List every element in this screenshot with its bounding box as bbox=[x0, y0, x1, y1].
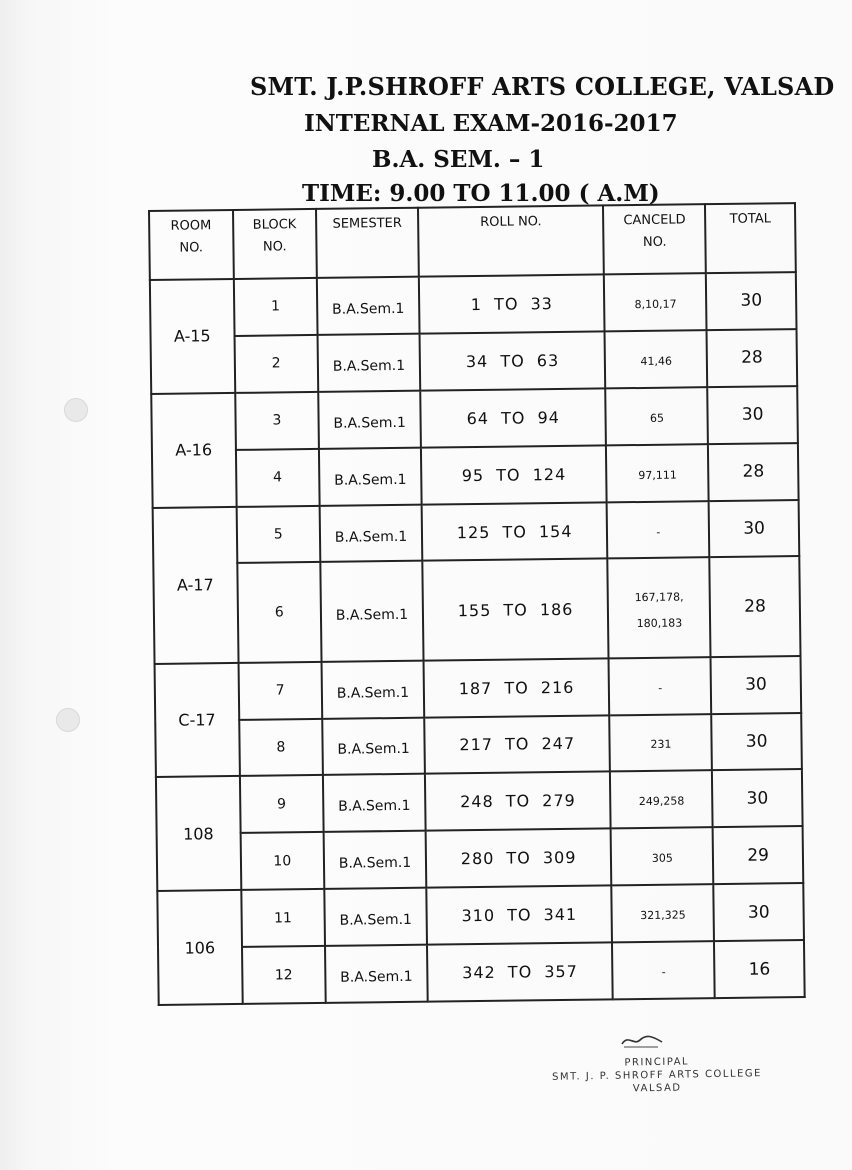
table-row bbox=[156, 769, 803, 834]
roll-cell: 248 TO 279 bbox=[425, 772, 611, 831]
block-cell: 2 bbox=[234, 335, 318, 393]
total-cell: 28 bbox=[708, 443, 798, 501]
total-cell: 30 bbox=[714, 883, 804, 941]
block-cell: 12 bbox=[242, 946, 326, 1004]
semester-title: B.A. SEM. – 1 bbox=[372, 146, 545, 173]
roll-cell: 342 TO 357 bbox=[427, 942, 613, 1001]
signature-scribble bbox=[618, 1030, 668, 1050]
semester-cell: B.A.Sem.1 bbox=[318, 334, 421, 392]
table-header-row bbox=[149, 203, 796, 280]
header-room: ROOM NO. bbox=[149, 210, 233, 280]
block-cell: 4 bbox=[235, 449, 319, 507]
header-semester: SEMESTER bbox=[316, 208, 419, 278]
canceled-cell: - bbox=[609, 657, 712, 715]
table-row bbox=[155, 656, 802, 721]
block-cell: 11 bbox=[241, 889, 325, 947]
roll-cell: 187 TO 216 bbox=[424, 658, 610, 717]
exam-title: INTERNAL EXAM-2016-2017 bbox=[304, 110, 678, 137]
total-cell: 30 bbox=[712, 713, 802, 771]
block-cell: 9 bbox=[239, 775, 323, 833]
room-cell: 106 bbox=[157, 890, 242, 1005]
total-cell: 29 bbox=[713, 826, 803, 884]
roll-cell: 280 TO 309 bbox=[426, 829, 612, 888]
canceled-cell: 65 bbox=[606, 387, 709, 445]
semester-cell: B.A.Sem.1 bbox=[322, 717, 425, 775]
semester-cell: B.A.Sem.1 bbox=[323, 774, 426, 832]
block-cell: 6 bbox=[237, 562, 322, 662]
room-cell: A-15 bbox=[150, 279, 235, 394]
stamp-line2: VALSAD bbox=[632, 1082, 682, 1095]
stamp-line1: SMT. J. P. SHROFF ARTS COLLEGE bbox=[551, 1068, 763, 1083]
header-block: BLOCK NO. bbox=[233, 209, 317, 279]
canceled-cell: 167,178, 180,183 bbox=[608, 558, 711, 658]
block-cell: 7 bbox=[238, 662, 322, 720]
canceled-cell: - bbox=[607, 501, 710, 559]
block-cell: 10 bbox=[240, 832, 324, 890]
table-row bbox=[150, 272, 797, 337]
semester-cell: B.A.Sem.1 bbox=[318, 390, 421, 448]
table-row bbox=[157, 826, 804, 891]
punch-hole bbox=[64, 398, 88, 422]
principal-stamp bbox=[552, 1054, 763, 1097]
roll-cell: 1 TO 33 bbox=[419, 274, 605, 333]
roll-cell: 155 TO 186 bbox=[422, 559, 609, 660]
block-cell: 5 bbox=[236, 505, 320, 563]
block-cell: 8 bbox=[239, 718, 323, 776]
total-cell: 30 bbox=[709, 500, 799, 558]
room-cell: A-17 bbox=[153, 507, 238, 664]
total-cell: 16 bbox=[714, 940, 804, 998]
canceled-cell: - bbox=[612, 941, 715, 999]
block-cell: 3 bbox=[235, 392, 319, 450]
table-row bbox=[153, 557, 800, 664]
roll-cell: 217 TO 247 bbox=[424, 715, 610, 774]
punch-hole bbox=[56, 708, 80, 732]
table-row bbox=[153, 500, 800, 565]
total-cell: 30 bbox=[711, 656, 801, 714]
canceled-cell: 41,46 bbox=[605, 330, 708, 388]
table-row bbox=[158, 940, 805, 1005]
block-cell: 1 bbox=[233, 278, 317, 336]
canceled-cell: 231 bbox=[610, 714, 713, 772]
total-cell: 30 bbox=[712, 769, 802, 827]
roll-cell: 34 TO 63 bbox=[420, 331, 606, 390]
semester-cell: B.A.Sem.1 bbox=[320, 561, 423, 661]
semester-cell: B.A.Sem.1 bbox=[322, 660, 425, 718]
header-roll: ROLL NO. bbox=[418, 205, 604, 276]
roll-cell: 125 TO 154 bbox=[422, 502, 608, 561]
total-cell: 28 bbox=[710, 557, 801, 657]
room-cell: C-17 bbox=[155, 663, 240, 778]
canceled-cell: 8,10,17 bbox=[604, 273, 707, 331]
roll-cell: 64 TO 94 bbox=[420, 388, 606, 447]
college-name: SMT. J.P.SHROFF ARTS COLLEGE, VALSAD bbox=[250, 72, 835, 101]
seating-table bbox=[148, 202, 806, 1006]
canceled-cell: 305 bbox=[611, 827, 714, 885]
table-row bbox=[151, 386, 798, 451]
total-cell: 30 bbox=[706, 272, 796, 330]
table-row bbox=[157, 883, 804, 948]
roll-cell: 95 TO 124 bbox=[421, 445, 607, 504]
room-cell: 108 bbox=[156, 776, 241, 891]
semester-cell: B.A.Sem.1 bbox=[324, 831, 427, 889]
table-row bbox=[151, 329, 798, 394]
header-total: TOTAL bbox=[705, 203, 796, 273]
semester-cell: B.A.Sem.1 bbox=[319, 447, 422, 505]
canceled-cell: 97,111 bbox=[606, 444, 709, 502]
exam-time: TIME: 9.00 TO 11.00 ( A.M) bbox=[302, 180, 660, 207]
canceled-cell: 321,325 bbox=[612, 884, 715, 942]
roll-cell: 310 TO 341 bbox=[426, 886, 612, 945]
table-row bbox=[155, 713, 802, 778]
stamp-title: PRINCIPAL bbox=[624, 1056, 690, 1069]
table-row bbox=[152, 443, 799, 508]
header-canceled: CANCELD NO. bbox=[603, 204, 706, 274]
semester-cell: B.A.Sem.1 bbox=[320, 504, 423, 562]
canceled-cell: 249,258 bbox=[610, 771, 713, 829]
semester-cell: B.A.Sem.1 bbox=[325, 945, 428, 1003]
room-cell: A-16 bbox=[151, 393, 236, 508]
semester-cell: B.A.Sem.1 bbox=[324, 888, 427, 946]
semester-cell: B.A.Sem.1 bbox=[317, 277, 420, 335]
total-cell: 30 bbox=[708, 386, 798, 444]
total-cell: 28 bbox=[707, 329, 797, 387]
